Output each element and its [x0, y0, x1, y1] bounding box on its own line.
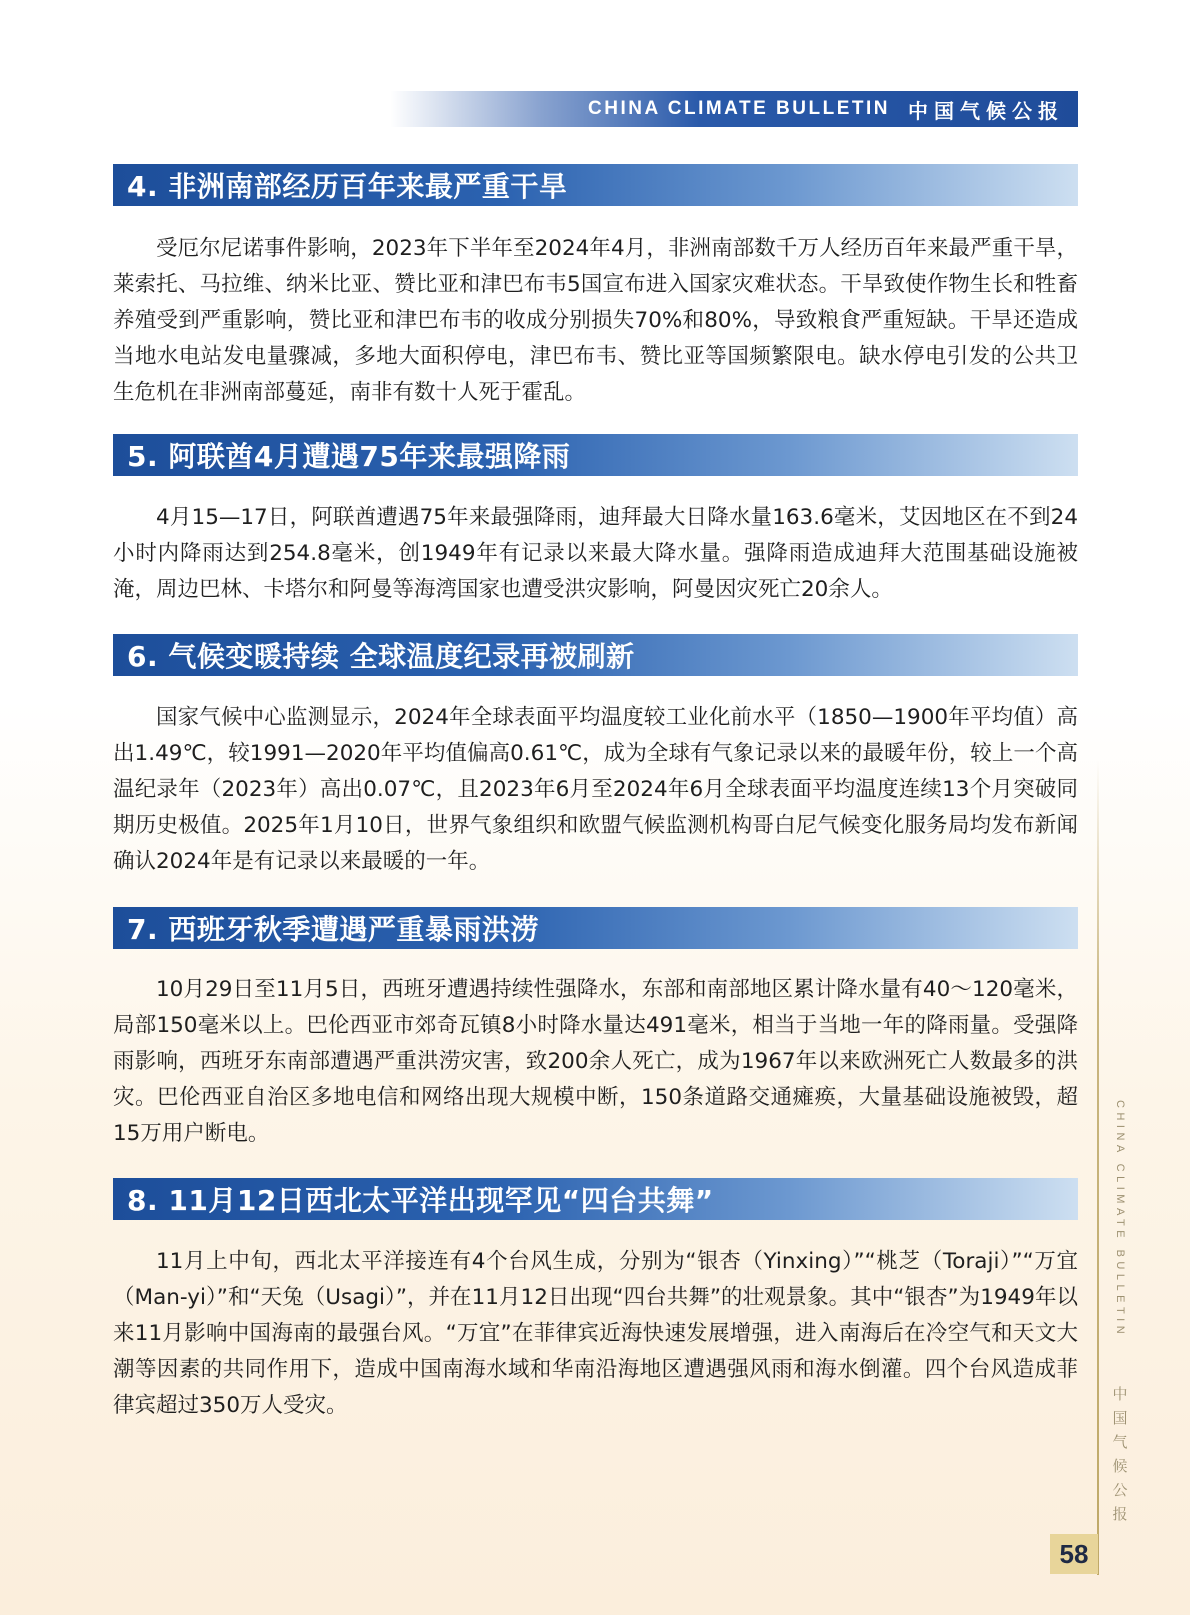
section-paragraph-7: 10月29日至11月5日，西班牙遭遇持续性强降水，东部和南部地区累计降水量有40～120毫米，局部150毫米以上。巴伦西亚市郊奇瓦镇8小时降水量达491毫米，相当于当地一年的降雨量。受强降雨影响，西班牙东南部遭遇严重洪涝灾害，致200余人死亡，成为1967年以来欧洲死亡人数最多的洪灾。巴伦西亚自治区多地电信和网络出现大规模中断，150条道路交通瘫痪，大量基础设施被毁，超15万用户断电。: [113, 977, 1078, 1146]
header-title-en: CHINA CLIMATE BULLETIN: [588, 98, 890, 119]
section-heading-5: [113, 434, 1078, 476]
section-paragraph-6: 国家气候中心监测显示，2024年全球表面平均温度较工业化前水平（1850—1900年平均值）高出1.49℃，较1991—2020年平均值偏高0.61℃，成为全球有气象记录以来的最暖年份，较上一个高温纪录年（2023年）高出0.07℃，且2023年6月至2024年6月全球表面平均温度连续13个月突破同期历史极值。2025年1月10日，世界气象组织和欧盟气候监测机构哥白尼气候变化服务局均发布新闻确认2024年是有记录以来最暖的一年。: [113, 705, 1078, 874]
section-heading-text: 6. 气候变暖持续 全球温度纪录再被刷新: [127, 640, 635, 673]
header-banner: [390, 91, 1078, 127]
section-heading-4: [113, 164, 1078, 206]
section-heading-7: [113, 907, 1078, 949]
section-heading-text: 7. 西班牙秋季遭遇严重暴雨洪涝: [127, 913, 539, 946]
section-heading-8: [113, 1178, 1078, 1220]
sidebar-text-en: CHINA CLIMATE BULLETIN: [1114, 1100, 1126, 1339]
sidebar-divider: [1097, 760, 1099, 1575]
header-title-cn: 中国气候公报: [908, 98, 1064, 123]
section-paragraph-5: 4月15—17日，阿联酋遭遇75年来最强降雨，迪拜最大日降水量163.6毫米，艾因地区在不到24小时内降雨达到254.8毫米，创1949年有记录以来最大降水量。强降雨造成迪拜大范围基础设施被淹，周边巴林、卡塔尔和阿曼等海湾国家也遭受洪灾影响，阿曼因灾死亡20余人。: [113, 505, 1078, 602]
section-paragraph-4: 受厄尔尼诺事件影响，2023年下半年至2024年4月，非洲南部数千万人经历百年来最严重干旱，莱索托、马拉维、纳米比亚、赞比亚和津巴布韦5国宣布进入国家灾难状态。干旱致使作物生长和牲畜养殖受到严重影响，赞比亚和津巴布韦的收成分别损失70%和80%，导致粮食严重短缺。干旱还造成当地水电站发电量骤减，多地大面积停电，津巴布韦、赞比亚等国频繁限电。缺水停电引发的公共卫生危机在非洲南部蔓延，南非有数十人死于霍乱。: [113, 236, 1078, 405]
page-number: 58: [1050, 1534, 1098, 1574]
section-heading-text: 4. 非洲南部经历百年来最严重干旱: [127, 170, 568, 203]
section-heading-text: 8. 11月12日西北太平洋出现罕见“四台共舞”: [127, 1184, 714, 1217]
section-paragraph-8: 11月上中旬，西北太平洋接连有4个台风生成，分别为“银杏（Yinxing）”“桃芝（Toraji）”“万宜（Man-yi）”和“天兔（Usagi）”，并在11月12日出现“四台共舞”的壮观景象。其中“银杏”为1949年以来11月影响中国海南的最强台风。“万宜”在菲律宾近海快速发展增强，进入南海后在冷空气和天文大潮等因素的共同作用下，造成中国南海水域和华南沿海地区遭遇强风雨和海水倒灌。四个台风造成菲律宾超过350万人受灾。: [113, 1249, 1078, 1418]
section-heading-6: [113, 634, 1078, 676]
section-heading-text: 5. 阿联酋4月遭遇75年来最强降雨: [127, 440, 571, 473]
sidebar-text-cn: 中国气候公报: [1110, 1386, 1129, 1530]
sidebar-vertical-text: [1108, 1100, 1132, 1530]
